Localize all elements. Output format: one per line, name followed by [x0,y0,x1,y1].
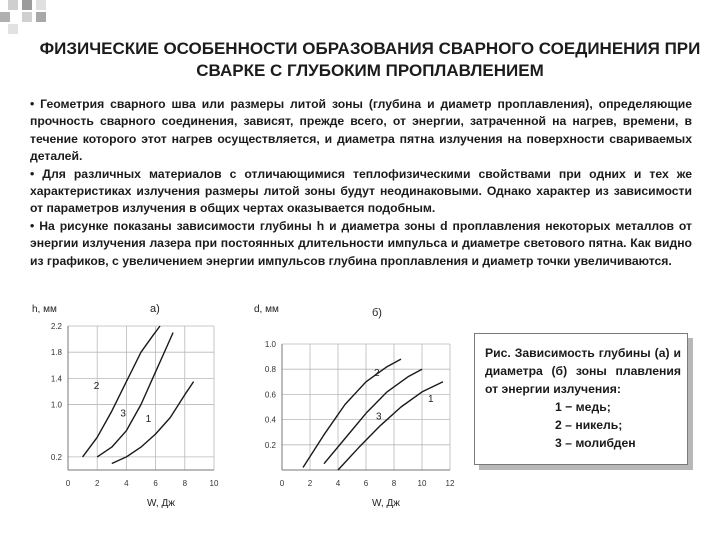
series-label: 3 [376,411,382,423]
y-tick-label: 2.2 [50,322,62,331]
x-tick-label: 8 [182,479,188,488]
y-tick-label: 0.2 [50,452,62,462]
x-tick-label: 10 [209,479,219,488]
series-line-2 [303,359,401,467]
y-axis-label: d, мм [254,304,279,315]
y-tick-label: 0.2 [264,440,276,450]
chart-depth [28,296,228,515]
chart-depth-svg [28,296,228,510]
x-tick-label: 4 [124,479,129,488]
y-tick-label: 1.4 [50,374,62,384]
x-tick-label: 6 [153,479,158,488]
y-tick-label: 1.0 [50,400,62,410]
figure-caption [474,333,688,465]
y-axis-label: h, мм [32,304,57,315]
x-tick-label: 6 [363,479,369,488]
slide-title: ФИЗИЧЕСКИЕ ОСОБЕННОСТИ ОБРАЗОВАНИЯ СВАРНОГО СОЕДИНЕНИЯ ПРИ СВАРКЕ С ГЛУБОКИМ ПРОПЛАВЛЕНИЕМ [39,39,701,80]
series-label: 2 [93,381,100,393]
chart-diameter [252,296,464,515]
series-line-3 [324,369,422,464]
x-tick-label: 12 [445,479,455,488]
y-tick-label: 1.8 [50,348,62,358]
series-line-1 [112,382,194,464]
x-axis-label: W, Дж [372,498,400,509]
panel-label: б) [372,307,382,319]
x-tick-label: 0 [65,479,71,488]
caption-item: 3 – молибден [555,436,636,450]
series-label: 2 [374,367,380,379]
y-tick-label: 1.0 [264,340,276,349]
caption-text: Рис. Зависимость глубины (а) и диаметра (б) зоны плавления от энергии излучения: [485,346,681,396]
series-label: 3 [120,408,126,420]
series-label: 1 [428,393,434,405]
paragraph: • На рисунке показаны зависимости глубины h и диаметра зоны d проплавления некоторых металлов от энергии излучения лазера при постоянных длительности импульса и диаметре светового пятна. Как видно из графиков, с увеличением энергии импульсов глубина проплавления и диаметр точки увеличиваются. [30,218,692,268]
x-tick-label: 10 [417,479,427,488]
panel-label: а) [150,303,160,315]
y-tick-label: 0.4 [264,415,276,425]
series-line-3 [97,333,173,457]
x-axis-label: W, Дж [147,498,175,509]
x-tick-label: 4 [335,479,341,488]
x-tick-label: 0 [279,479,285,488]
x-tick-label: 2 [94,479,100,488]
y-tick-label: 0.8 [264,365,276,375]
slide-body [30,96,692,270]
chart-diameter-svg [252,296,464,510]
x-tick-label: 8 [391,479,397,488]
x-tick-label: 2 [307,479,313,488]
paragraph: • Геометрия сварного шва или размеры литой зоны (глубина и диаметр проплавления), определяющие прочность сварного соединения, зависят, прежде всего, от энергии, затраченной на нагрев, времени, в течение которого этот нагрев осуществляется, и диаметра пятна излучения на поверхности свариваемых деталей. [30,97,692,164]
series-label: 1 [145,414,152,425]
caption-item: 2 – никель; [555,418,623,432]
y-tick-label: 0.6 [264,390,276,400]
paragraph: • Для различных материалов с отличающимися теплофизическими свойствами при одних и тех же характеристиках излучения размеры литой зоны будут неодинаковыми. Однако характер из зависимости от параметров излучения в общих чертах оказывается подобным. [30,166,692,216]
caption-item: 1 − медь; [555,400,611,414]
